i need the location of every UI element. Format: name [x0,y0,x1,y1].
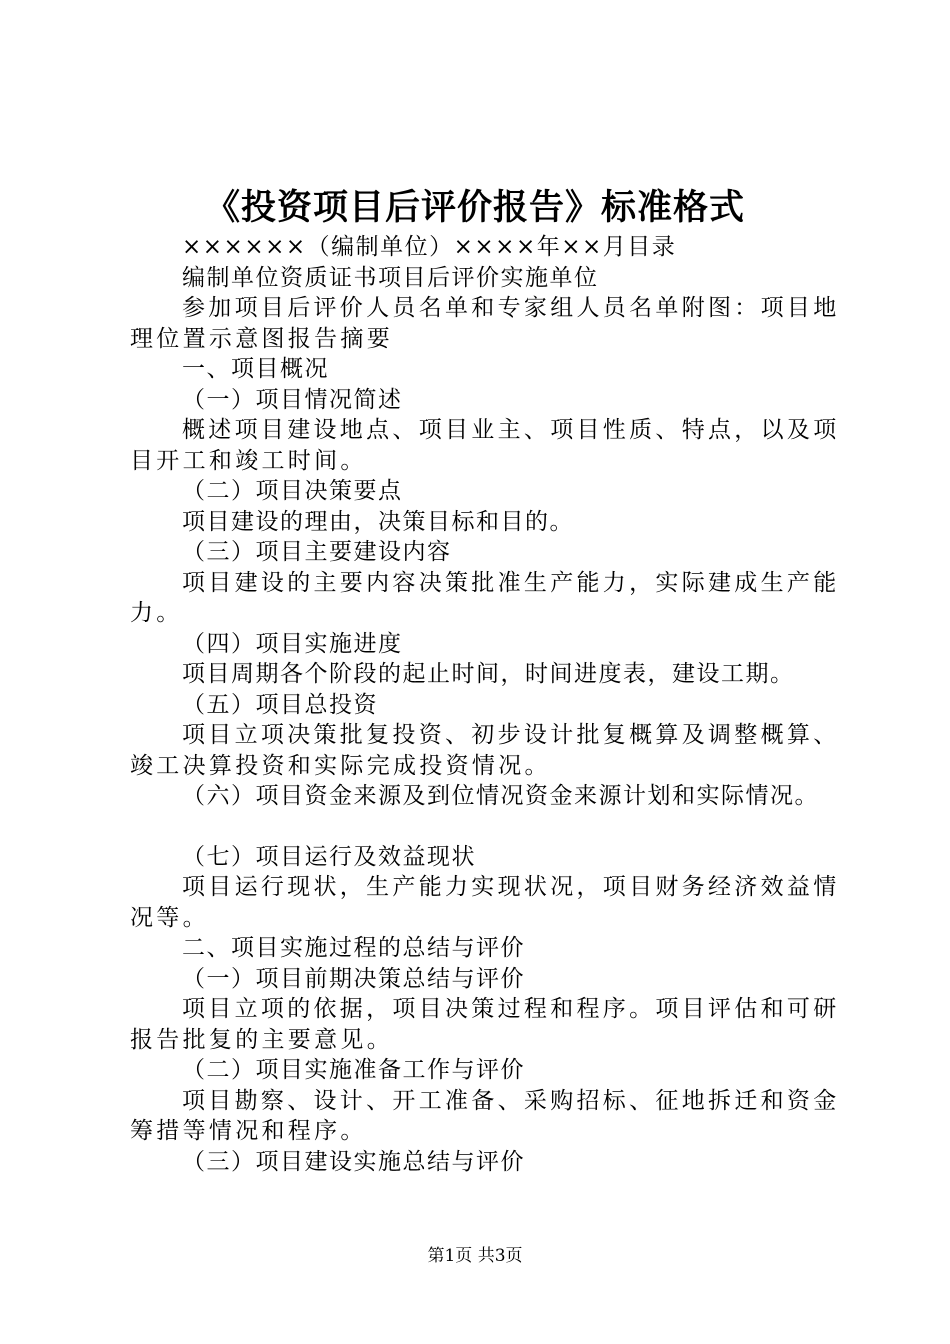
subheading-1-1: （一）项目情况简述 [182,386,403,413]
subheading-2-2: （二）项目实施准备工作与评价 [182,1057,525,1083]
paragraph-1-7: 项目运行现状，生产能力实现状况，项目财务经济效益情况等。 [130,874,840,931]
paragraph-2-1: 项目立项的依据，项目决策过程和程序。项目评估和可研报告批复的主要意见。 [130,996,840,1053]
subheading-1-4: （四）项目实施进度 [182,630,403,657]
subheading-2-3: （三）项目建设实施总结与评价 [182,1148,525,1175]
paragraph-1-1: 概述项目建设地点、项目业主、项目性质、特点，以及项目开工和竣工时间。 [130,417,840,474]
paragraph-prepared-by: ××××××（编制单位）××××年××月目录 [182,234,677,260]
subheading-1-7: （七）项目运行及效益现状 [182,843,476,870]
paragraph-1-3: 项目建设的主要内容决策批准生产能力，实际建成生产能力。 [130,569,840,626]
heading-section-1: 一、项目概况 [182,356,329,382]
paragraph-1-2: 项目建设的理由，决策目标和目的。 [182,508,574,535]
subheading-1-6: （六）项目资金来源及到位情况资金来源计划和实际情况。 [182,783,819,809]
paragraph-qualification: 编制单位资质证书项目后评价实施单位 [182,264,599,291]
page-number-footer: 第1页 共3页 [427,1246,523,1266]
subheading-1-5: （五）项目总投资 [182,691,378,718]
subheading-1-2: （二）项目决策要点 [182,478,403,504]
paragraph-2-2: 项目勘察、设计、开工准备、采购招标、征地拆迁和资金筹措等情况和程序。 [130,1087,840,1144]
paragraph-1-4: 项目周期各个阶段的起止时间，时间进度表，建设工期。 [182,661,795,687]
heading-section-2: 二、项目实施过程的总结与评价 [182,935,525,961]
subheading-2-1: （一）项目前期决策总结与评价 [182,965,525,992]
subheading-1-3: （三）项目主要建设内容 [182,539,452,565]
paragraph-personnel-list: 参加项目后评价人员名单和专家组人员名单附图：项目地理位置示意图报告摘要 [130,295,840,352]
document-body [130,232,840,1177]
paragraph-1-5: 项目立项决策批复投资、初步设计批复概算及调整概算、竣工决算投资和实际完成投资情况。 [130,722,840,779]
document-title: 《投资项目后评价报告》标准格式 [204,187,745,228]
